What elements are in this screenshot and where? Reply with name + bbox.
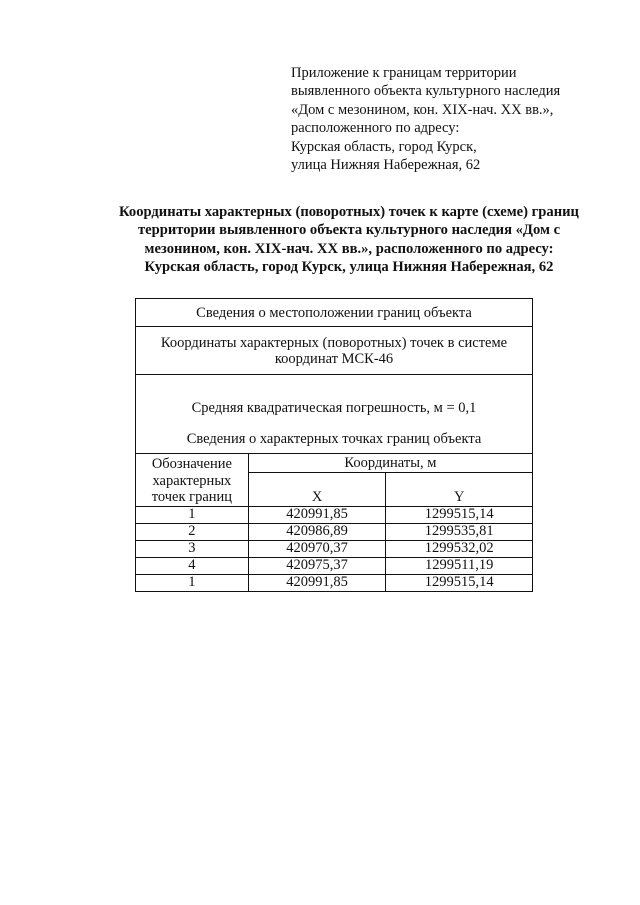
table-row	[136, 557, 533, 574]
designation-line: точек границ	[151, 489, 233, 505]
appendix-line: выявленного объекта культурного наследия	[291, 83, 561, 100]
designation-line: характерных	[152, 472, 232, 489]
point-x: 420986,89	[248, 523, 386, 540]
coordinates-table	[135, 298, 533, 592]
title-line: территории выявленного объекта культурного наследия «Дом с	[137, 222, 561, 239]
accuracy-text: Средняя квадратическая погрешность, м = 0,1	[191, 400, 477, 416]
point-y: 1299535,81	[386, 523, 533, 540]
point-y: 1299511,19	[386, 557, 533, 574]
appendix-line: улица Нижняя Набережная, 62	[291, 157, 481, 174]
appendix-line: «Дом с мезонином, кон. XIX-нач. XX вв.»,	[291, 101, 554, 118]
point-x: 420991,85	[248, 574, 386, 591]
points-info-text: Сведения о характерных точках границ объекта	[186, 431, 482, 447]
appendix-line: Курская область, город Курск,	[291, 138, 477, 155]
appendix-line: расположенного по адресу:	[291, 120, 460, 137]
coordinates-header: Координаты, м	[248, 454, 532, 473]
table-row	[136, 506, 533, 523]
point-x: 420991,85	[248, 506, 386, 523]
point-id: 1	[136, 574, 249, 591]
table-row	[136, 540, 533, 557]
system-line: Координаты характерных (поворотных) точек в системе	[160, 334, 508, 351]
point-id: 2	[136, 523, 249, 540]
point-x: 420970,37	[248, 540, 386, 557]
x-header: X	[248, 473, 386, 506]
table-row	[136, 574, 533, 591]
point-x: 420975,37	[248, 557, 386, 574]
point-id: 1	[136, 506, 249, 523]
appendix-note	[291, 64, 621, 174]
table-row	[136, 523, 533, 540]
point-id: 3	[136, 540, 249, 557]
title-line: мезонином, кон. XIX-нач. XX вв.», расположенного по адресу:	[144, 240, 554, 257]
accuracy-cell	[136, 375, 533, 454]
y-header: Y	[386, 473, 533, 506]
point-y: 1299532,02	[386, 540, 533, 557]
point-id: 4	[136, 557, 249, 574]
appendix-line: Приложение к границам территории	[291, 65, 517, 81]
document-title	[60, 203, 638, 277]
coordinate-system-cell	[136, 327, 533, 375]
point-y: 1299515,14	[386, 506, 533, 523]
title-line: Курская область, город Курск, улица Нижняя Набережная, 62	[144, 259, 554, 276]
location-header: Сведения о местоположении границ объекта	[136, 299, 533, 327]
system-line: координат МСК-46	[274, 350, 394, 367]
title-line: Координаты характерных (поворотных) точек к карте (схеме) границ	[119, 204, 579, 220]
designation-header	[136, 454, 249, 507]
point-y: 1299515,14	[386, 574, 533, 591]
designation-line: Обозначение	[151, 456, 232, 472]
